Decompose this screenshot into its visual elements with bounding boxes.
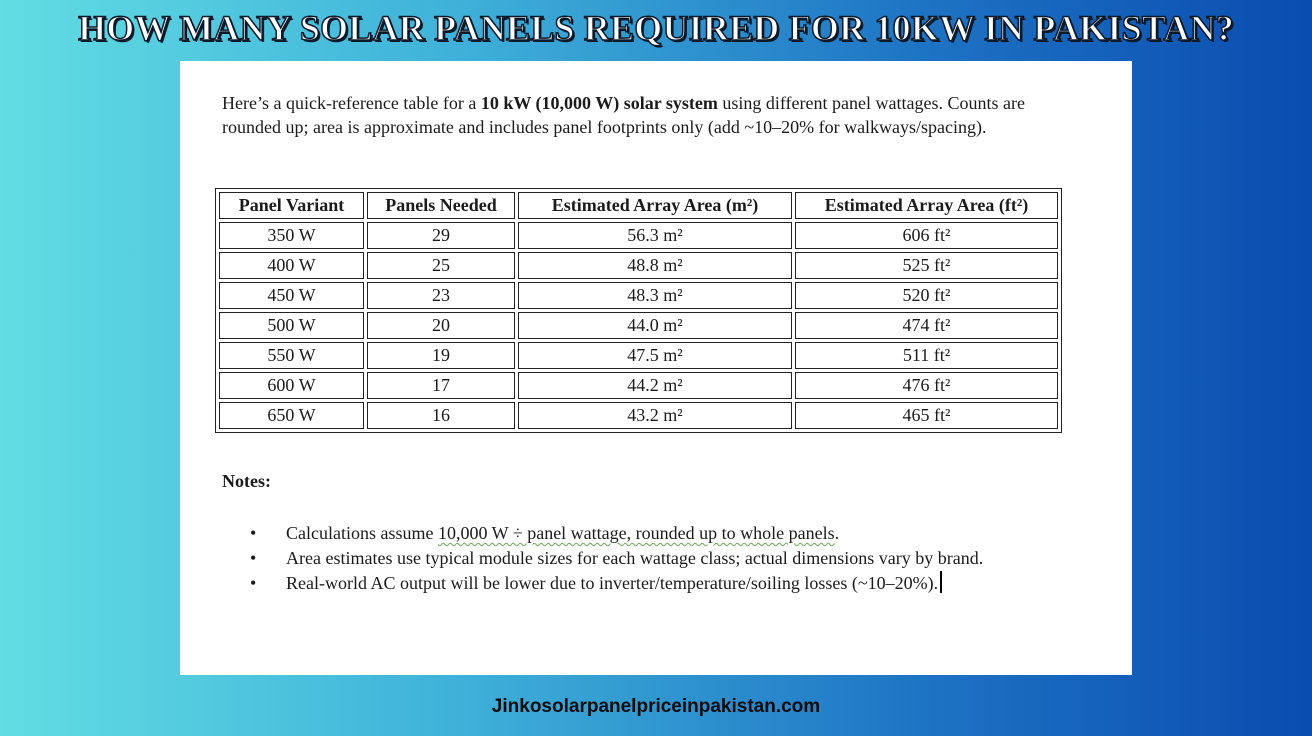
- cell-area-m2: 56.3 m²: [518, 222, 792, 249]
- cell-panels-needed: 17: [367, 372, 515, 399]
- spellcheck-underlined-text: 10,000 W ÷ panel wattage, rounded up to whole panels: [437, 523, 835, 543]
- table-row: [219, 252, 1058, 279]
- cell-panels-needed: 25: [367, 252, 515, 279]
- cell-panel-variant: 500 W: [219, 312, 364, 339]
- cell-panel-variant: 400 W: [219, 252, 364, 279]
- document-page: [180, 61, 1132, 675]
- cell-panel-variant: 650 W: [219, 402, 364, 429]
- cell-area-m2: 43.2 m²: [518, 402, 792, 429]
- cell-area-ft2: 606 ft²: [795, 222, 1058, 249]
- cell-area-m2: 48.8 m²: [518, 252, 792, 279]
- list-item[interactable]: [250, 571, 1070, 595]
- cell-panel-variant: 550 W: [219, 342, 364, 369]
- list-item[interactable]: [250, 546, 1070, 570]
- table-row: [219, 312, 1058, 339]
- table-header-row: [219, 192, 1058, 219]
- notes-list: [250, 521, 1070, 596]
- table-row: [219, 402, 1058, 429]
- cell-area-m2: 44.0 m²: [518, 312, 792, 339]
- header-panels-needed: Panels Needed: [367, 192, 515, 219]
- cell-area-ft2: 520 ft²: [795, 282, 1058, 309]
- intro-paragraph: [222, 91, 1042, 139]
- header-area-ft2: Estimated Array Area (ft²): [795, 192, 1058, 219]
- footer-website: Jinkosolarpanelpriceinpakistan.com: [491, 696, 821, 717]
- cell-area-ft2: 525 ft²: [795, 252, 1058, 279]
- table-row: [219, 282, 1058, 309]
- list-item[interactable]: [250, 521, 1070, 545]
- cell-panels-needed: 29: [367, 222, 515, 249]
- bullet-icon: •: [250, 523, 257, 543]
- cell-panel-variant: 450 W: [219, 282, 364, 309]
- note-text: Area estimates use typical module sizes for each wattage class; actual dimensions vary by brand.: [286, 548, 984, 568]
- cell-area-m2: 44.2 m²: [518, 372, 792, 399]
- note-text-end: .: [834, 523, 840, 543]
- bullet-icon: •: [250, 548, 257, 568]
- cell-panel-variant: 350 W: [219, 222, 364, 249]
- cell-panels-needed: 16: [367, 402, 515, 429]
- intro-text-1: Here’s a quick-reference table for a: [222, 93, 481, 113]
- header-area-m2: Estimated Array Area (m²): [518, 192, 792, 219]
- cell-area-m2: 48.3 m²: [518, 282, 792, 309]
- table-row: [219, 222, 1058, 249]
- intro-bold: 10 kW (10,000 W) solar system: [480, 93, 718, 113]
- table-row: [219, 342, 1058, 369]
- reference-table: [215, 188, 1062, 433]
- header-panel-variant: Panel Variant: [219, 192, 364, 219]
- cell-panel-variant: 600 W: [219, 372, 364, 399]
- cell-area-ft2: 476 ft²: [795, 372, 1058, 399]
- notes-heading: Notes:: [222, 471, 271, 491]
- headline: HOW MANY SOLAR PANELS REQUIRED FOR 10KW IN PAKISTAN?: [78, 8, 1234, 48]
- intro-text-2: using different panel wattages. Counts are rounded up; area is approximate and includes panel footprints only (add ~10–20% for walkways/spacing).: [222, 93, 1025, 137]
- cell-area-ft2: 465 ft²: [795, 402, 1058, 429]
- cell-panels-needed: 23: [367, 282, 515, 309]
- note-text: Real-world AC output will be lower due to inverter/temperature/soiling losses (~10–20%).: [286, 573, 939, 593]
- table-row: [219, 372, 1058, 399]
- cell-area-ft2: 511 ft²: [795, 342, 1058, 369]
- cell-area-m2: 47.5 m²: [518, 342, 792, 369]
- cell-area-ft2: 474 ft²: [795, 312, 1058, 339]
- cell-panels-needed: 20: [367, 312, 515, 339]
- text-cursor: [940, 571, 942, 593]
- cell-panels-needed: 19: [367, 342, 515, 369]
- note-text: Calculations assume: [286, 523, 438, 543]
- bullet-icon: •: [250, 573, 257, 593]
